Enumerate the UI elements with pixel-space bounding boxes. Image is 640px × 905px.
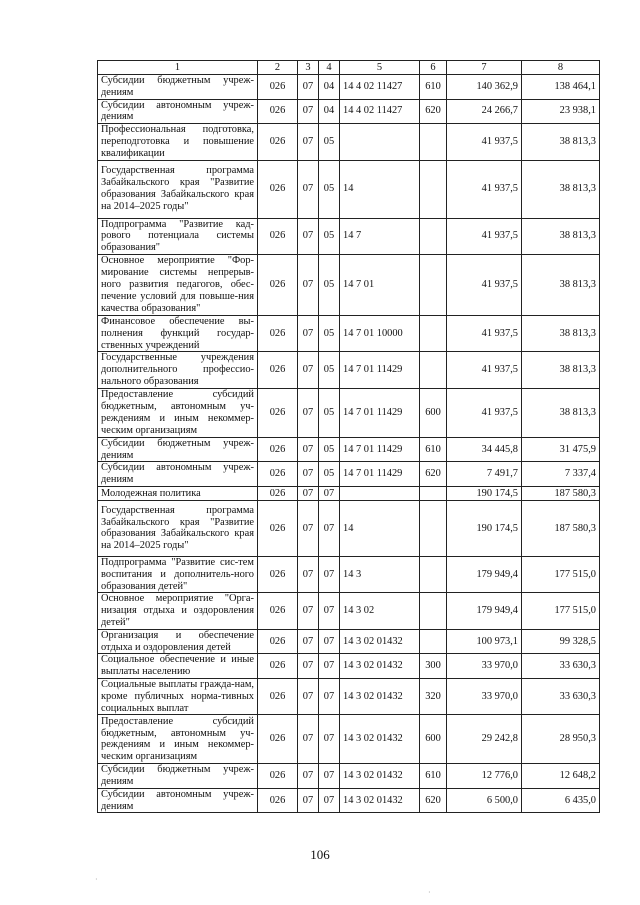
table-row xyxy=(98,352,600,388)
subsection-code-cell: 05 xyxy=(319,124,340,160)
subsection-code-cell: 07 xyxy=(319,556,340,592)
target-article-cell xyxy=(340,124,420,160)
subsection-code-cell: 04 xyxy=(319,75,340,100)
target-article-cell: 14 xyxy=(340,500,420,556)
target-article-cell: 14 7 xyxy=(340,218,420,254)
expense-type-cell: 600 xyxy=(420,388,447,437)
expense-type-cell xyxy=(420,352,447,388)
table-row xyxy=(98,629,600,654)
target-article-cell: 14 7 01 11429 xyxy=(340,437,420,462)
subsection-code-cell: 07 xyxy=(319,500,340,556)
section-code-cell: 07 xyxy=(298,75,319,100)
table-body xyxy=(98,75,600,813)
subsection-code-cell: 05 xyxy=(319,315,340,351)
target-article-cell: 14 3 02 xyxy=(340,593,420,629)
amount-cell: 34 445,8 xyxy=(447,437,522,462)
amount-cell: 23 938,1 xyxy=(522,99,600,124)
amount-cell: 41 937,5 xyxy=(447,352,522,388)
section-code-cell: 07 xyxy=(298,654,319,679)
table-row xyxy=(98,388,600,437)
scan-mark: · xyxy=(428,888,431,897)
ministry-code-cell: 026 xyxy=(258,678,298,714)
expense-type-cell xyxy=(420,124,447,160)
column-header: 8 xyxy=(522,61,600,75)
row-name-cell: Финансовое обеспечение вы-полнения функций государ-ственных учреждений xyxy=(98,315,258,351)
row-name-cell: Субсидии автономным учреж-дениям xyxy=(98,99,258,124)
column-header: 1 xyxy=(98,61,258,75)
amount-cell: 38 813,3 xyxy=(522,254,600,315)
amount-cell: 187 580,3 xyxy=(522,500,600,556)
amount-cell: 138 464,1 xyxy=(522,75,600,100)
subsection-code-cell: 07 xyxy=(319,764,340,789)
ministry-code-cell: 026 xyxy=(258,388,298,437)
expense-type-cell: 610 xyxy=(420,437,447,462)
budget-table xyxy=(97,60,600,813)
table-row xyxy=(98,160,600,218)
amount-cell: 100 973,1 xyxy=(447,629,522,654)
amount-cell: 187 580,3 xyxy=(522,486,600,500)
row-name-cell: Молодежная политика xyxy=(98,486,258,500)
expense-type-cell xyxy=(420,629,447,654)
amount-cell: 38 813,3 xyxy=(522,352,600,388)
row-name-cell: Субсидии автономным учреж-дениям xyxy=(98,788,258,813)
subsection-code-cell: 05 xyxy=(319,218,340,254)
expense-type-cell xyxy=(420,556,447,592)
column-header: 6 xyxy=(420,61,447,75)
table-row xyxy=(98,254,600,315)
row-name-cell: Субсидии бюджетным учреж-дениям xyxy=(98,437,258,462)
expense-type-cell: 300 xyxy=(420,654,447,679)
ministry-code-cell: 026 xyxy=(258,218,298,254)
expense-type-cell: 320 xyxy=(420,678,447,714)
ministry-code-cell: 026 xyxy=(258,254,298,315)
target-article-cell: 14 3 02 01432 xyxy=(340,629,420,654)
subsection-code-cell: 05 xyxy=(319,462,340,487)
amount-cell: 7 491,7 xyxy=(447,462,522,487)
target-article-cell: 14 4 02 11427 xyxy=(340,99,420,124)
ministry-code-cell: 026 xyxy=(258,788,298,813)
table-row xyxy=(98,437,600,462)
table-row xyxy=(98,788,600,813)
amount-cell: 190 174,5 xyxy=(447,500,522,556)
target-article-cell: 14 4 02 11427 xyxy=(340,75,420,100)
row-name-cell: Субсидии автономным учреж-дениям xyxy=(98,462,258,487)
target-article-cell: 14 3 02 01432 xyxy=(340,654,420,679)
section-code-cell: 07 xyxy=(298,678,319,714)
expense-type-cell: 610 xyxy=(420,764,447,789)
amount-cell: 38 813,3 xyxy=(522,124,600,160)
section-code-cell: 07 xyxy=(298,593,319,629)
section-code-cell: 07 xyxy=(298,254,319,315)
ministry-code-cell: 026 xyxy=(258,75,298,100)
section-code-cell: 07 xyxy=(298,124,319,160)
amount-cell: 38 813,3 xyxy=(522,315,600,351)
target-article-cell: 14 3 xyxy=(340,556,420,592)
ministry-code-cell: 026 xyxy=(258,486,298,500)
target-article-cell: 14 3 02 01432 xyxy=(340,678,420,714)
amount-cell: 24 266,7 xyxy=(447,99,522,124)
row-name-cell: Социальное обеспечение и иные выплаты населению xyxy=(98,654,258,679)
target-article-cell: 14 3 02 01432 xyxy=(340,764,420,789)
subsection-code-cell: 07 xyxy=(319,788,340,813)
amount-cell: 41 937,5 xyxy=(447,315,522,351)
column-header: 7 xyxy=(447,61,522,75)
row-name-cell: Субсидии бюджетным учреж-дениям xyxy=(98,75,258,100)
table-row xyxy=(98,315,600,351)
ministry-code-cell: 026 xyxy=(258,764,298,789)
ministry-code-cell: 026 xyxy=(258,500,298,556)
amount-cell: 29 242,8 xyxy=(447,715,522,764)
subsection-code-cell: 07 xyxy=(319,654,340,679)
subsection-code-cell: 05 xyxy=(319,352,340,388)
section-code-cell: 07 xyxy=(298,160,319,218)
row-name-cell: Основное мероприятие "Орга-низация отдыха и оздоровления детей" xyxy=(98,593,258,629)
amount-cell: 179 949,4 xyxy=(447,556,522,592)
amount-cell: 38 813,3 xyxy=(522,218,600,254)
expense-type-cell xyxy=(420,315,447,351)
amount-cell: 41 937,5 xyxy=(447,388,522,437)
expense-type-cell xyxy=(420,218,447,254)
subsection-code-cell: 07 xyxy=(319,593,340,629)
amount-cell: 7 337,4 xyxy=(522,462,600,487)
ministry-code-cell: 026 xyxy=(258,462,298,487)
amount-cell: 179 949,4 xyxy=(447,593,522,629)
amount-cell: 33 630,3 xyxy=(522,654,600,679)
subsection-code-cell: 05 xyxy=(319,160,340,218)
table-row xyxy=(98,715,600,764)
ministry-code-cell: 026 xyxy=(258,124,298,160)
table-row xyxy=(98,500,600,556)
expense-type-cell xyxy=(420,486,447,500)
expense-type-cell xyxy=(420,254,447,315)
table-row xyxy=(98,462,600,487)
page-number: 106 xyxy=(310,847,330,862)
subsection-code-cell: 04 xyxy=(319,99,340,124)
table-header-row xyxy=(98,61,600,75)
scan-mark: · xyxy=(95,875,98,884)
row-name-cell: Предоставление субсидий бюджетным, автономным уч-реждениям и иным некоммер-ческим организациям xyxy=(98,715,258,764)
ministry-code-cell: 026 xyxy=(258,352,298,388)
amount-cell: 41 937,5 xyxy=(447,254,522,315)
column-header: 4 xyxy=(319,61,340,75)
row-name-cell: Социальные выплаты гражда-нам, кроме публичных норма-тивных социальных выплат xyxy=(98,678,258,714)
section-code-cell: 07 xyxy=(298,352,319,388)
amount-cell: 190 174,5 xyxy=(447,486,522,500)
ministry-code-cell: 026 xyxy=(258,715,298,764)
ministry-code-cell: 026 xyxy=(258,99,298,124)
target-article-cell: 14 3 02 01432 xyxy=(340,788,420,813)
amount-cell: 28 950,3 xyxy=(522,715,600,764)
amount-cell: 41 937,5 xyxy=(447,160,522,218)
section-code-cell: 07 xyxy=(298,437,319,462)
table-row xyxy=(98,75,600,100)
ministry-code-cell: 026 xyxy=(258,629,298,654)
ministry-code-cell: 026 xyxy=(258,315,298,351)
section-code-cell: 07 xyxy=(298,715,319,764)
expense-type-cell xyxy=(420,160,447,218)
amount-cell: 33 630,3 xyxy=(522,678,600,714)
column-header: 2 xyxy=(258,61,298,75)
amount-cell: 140 362,9 xyxy=(447,75,522,100)
column-header: 3 xyxy=(298,61,319,75)
section-code-cell: 07 xyxy=(298,500,319,556)
row-name-cell: Подпрограмма "Развитие сис-тем воспитания и дополнитель-ного образования детей" xyxy=(98,556,258,592)
table-row xyxy=(98,218,600,254)
target-article-cell: 14 7 01 11429 xyxy=(340,462,420,487)
target-article-cell xyxy=(340,486,420,500)
section-code-cell: 07 xyxy=(298,462,319,487)
ministry-code-cell: 026 xyxy=(258,556,298,592)
expense-type-cell: 620 xyxy=(420,462,447,487)
table-row xyxy=(98,99,600,124)
subsection-code-cell: 07 xyxy=(319,678,340,714)
subsection-code-cell: 05 xyxy=(319,388,340,437)
row-name-cell: Государственные учреждения дополнительного профессио-нального образования xyxy=(98,352,258,388)
target-article-cell: 14 xyxy=(340,160,420,218)
subsection-code-cell: 07 xyxy=(319,715,340,764)
amount-cell: 6 435,0 xyxy=(522,788,600,813)
expense-type-cell xyxy=(420,500,447,556)
section-code-cell: 07 xyxy=(298,556,319,592)
table-row xyxy=(98,124,600,160)
target-article-cell: 14 7 01 10000 xyxy=(340,315,420,351)
amount-cell: 41 937,5 xyxy=(447,124,522,160)
section-code-cell: 07 xyxy=(298,486,319,500)
table-row xyxy=(98,764,600,789)
table-row xyxy=(98,678,600,714)
section-code-cell: 07 xyxy=(298,218,319,254)
amount-cell: 33 970,0 xyxy=(447,678,522,714)
row-name-cell: Субсидии бюджетным учреж-дениям xyxy=(98,764,258,789)
amount-cell: 99 328,5 xyxy=(522,629,600,654)
subsection-code-cell: 07 xyxy=(319,629,340,654)
target-article-cell: 14 7 01 11429 xyxy=(340,352,420,388)
ministry-code-cell: 026 xyxy=(258,160,298,218)
table-row xyxy=(98,556,600,592)
row-name-cell: Организация и обеспечение отдыха и оздоровления детей xyxy=(98,629,258,654)
amount-cell: 31 475,9 xyxy=(522,437,600,462)
amount-cell: 6 500,0 xyxy=(447,788,522,813)
expense-type-cell: 620 xyxy=(420,788,447,813)
subsection-code-cell: 05 xyxy=(319,437,340,462)
table-row xyxy=(98,593,600,629)
subsection-code-cell: 07 xyxy=(319,486,340,500)
expense-type-cell xyxy=(420,593,447,629)
section-code-cell: 07 xyxy=(298,629,319,654)
expense-type-cell: 610 xyxy=(420,75,447,100)
expense-type-cell: 620 xyxy=(420,99,447,124)
amount-cell: 33 970,0 xyxy=(447,654,522,679)
ministry-code-cell: 026 xyxy=(258,654,298,679)
amount-cell: 12 648,2 xyxy=(522,764,600,789)
section-code-cell: 07 xyxy=(298,99,319,124)
target-article-cell: 14 3 02 01432 xyxy=(340,715,420,764)
target-article-cell: 14 7 01 11429 xyxy=(340,388,420,437)
row-name-cell: Основное мероприятие "Фор-мирование системы непрерыв-ного развития педагогов, обес-печение условий для повыше-ния качества образования" xyxy=(98,254,258,315)
ministry-code-cell: 026 xyxy=(258,593,298,629)
section-code-cell: 07 xyxy=(298,764,319,789)
target-article-cell: 14 7 01 xyxy=(340,254,420,315)
amount-cell: 177 515,0 xyxy=(522,556,600,592)
amount-cell: 41 937,5 xyxy=(447,218,522,254)
section-code-cell: 07 xyxy=(298,315,319,351)
amount-cell: 177 515,0 xyxy=(522,593,600,629)
amount-cell: 38 813,3 xyxy=(522,388,600,437)
expense-type-cell: 600 xyxy=(420,715,447,764)
section-code-cell: 07 xyxy=(298,388,319,437)
row-name-cell: Профессиональная подготовка, переподготовка и повышение квалификации xyxy=(98,124,258,160)
column-header: 5 xyxy=(340,61,420,75)
row-name-cell: Предоставление субсидий бюджетным, автономным уч-реждениям и иным некоммер-ческим организациям xyxy=(98,388,258,437)
amount-cell: 38 813,3 xyxy=(522,160,600,218)
amount-cell: 12 776,0 xyxy=(447,764,522,789)
ministry-code-cell: 026 xyxy=(258,437,298,462)
row-name-cell: Государственная программа Забайкальского края "Развитие образования Забайкальского края на 2014–2025 годы" xyxy=(98,500,258,556)
table-row xyxy=(98,486,600,500)
row-name-cell: Государственная программа Забайкальского края "Развитие образования Забайкальского края на 2014–2025 годы" xyxy=(98,160,258,218)
table-row xyxy=(98,654,600,679)
section-code-cell: 07 xyxy=(298,788,319,813)
row-name-cell: Подпрограмма "Развитие кад-рового потенциала системы образования" xyxy=(98,218,258,254)
subsection-code-cell: 05 xyxy=(319,254,340,315)
